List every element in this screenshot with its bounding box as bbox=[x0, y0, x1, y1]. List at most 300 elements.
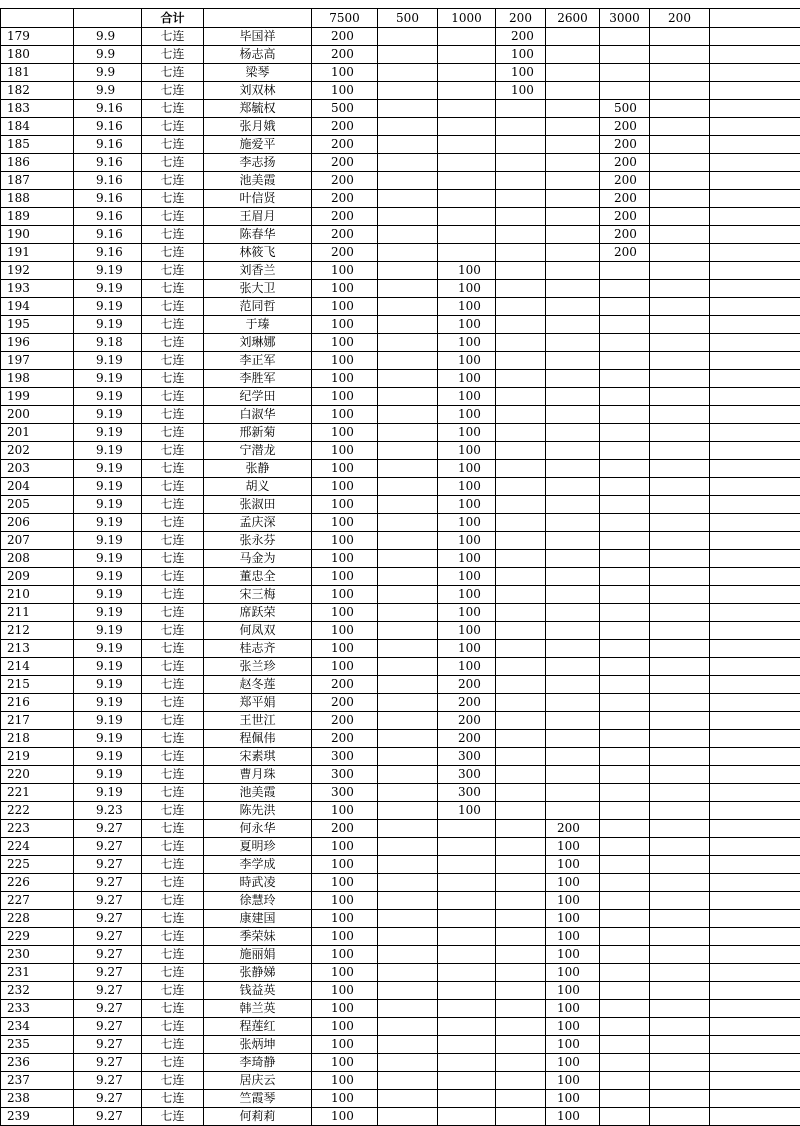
row-col-3000: 200 bbox=[600, 172, 650, 190]
table-body bbox=[1, 9, 800, 1126]
row-amount: 200 bbox=[312, 676, 378, 694]
row-name: 杨志高 bbox=[204, 46, 312, 64]
row-date: 9.19 bbox=[74, 568, 142, 586]
row-col-2600 bbox=[546, 622, 600, 640]
row-col-200b bbox=[650, 82, 710, 100]
row-col-200 bbox=[496, 838, 546, 856]
row-col-1000 bbox=[438, 910, 496, 928]
row-blank bbox=[710, 730, 800, 748]
row-amount: 300 bbox=[312, 766, 378, 784]
row-amount: 100 bbox=[312, 64, 378, 82]
row-col-200b bbox=[650, 190, 710, 208]
row-unit: 七连 bbox=[142, 532, 204, 550]
row-amount: 100 bbox=[312, 442, 378, 460]
row-unit: 七连 bbox=[142, 28, 204, 46]
row-col-200b bbox=[650, 784, 710, 802]
row-name: 何凤双 bbox=[204, 622, 312, 640]
row-col-1000: 100 bbox=[438, 622, 496, 640]
row-col-200 bbox=[496, 1018, 546, 1036]
row-name: 徐慧玲 bbox=[204, 892, 312, 910]
row-col-500 bbox=[378, 46, 438, 64]
row-col-200b bbox=[650, 370, 710, 388]
row-col-1000: 100 bbox=[438, 514, 496, 532]
row-col-500 bbox=[378, 964, 438, 982]
row-col-500 bbox=[378, 226, 438, 244]
row-col-1000 bbox=[438, 892, 496, 910]
row-col-200 bbox=[496, 640, 546, 658]
row-col-2600 bbox=[546, 28, 600, 46]
row-unit: 七连 bbox=[142, 748, 204, 766]
row-col-2600 bbox=[546, 226, 600, 244]
row-name: 张月娥 bbox=[204, 118, 312, 136]
row-name: 池美霞 bbox=[204, 172, 312, 190]
row-col-500 bbox=[378, 568, 438, 586]
table-row bbox=[1, 388, 800, 406]
row-col-200b bbox=[650, 424, 710, 442]
row-blank bbox=[710, 658, 800, 676]
row-col-1000 bbox=[438, 226, 496, 244]
row-amount: 100 bbox=[312, 1054, 378, 1072]
header-row bbox=[1, 9, 800, 28]
table-row bbox=[1, 874, 800, 892]
row-col-1000 bbox=[438, 838, 496, 856]
row-name: 何莉莉 bbox=[204, 1108, 312, 1126]
row-amount: 100 bbox=[312, 946, 378, 964]
row-name: 张炳坤 bbox=[204, 1036, 312, 1054]
row-col-3000 bbox=[600, 424, 650, 442]
table-row bbox=[1, 370, 800, 388]
row-number: 207 bbox=[1, 532, 74, 550]
row-number: 238 bbox=[1, 1090, 74, 1108]
row-col-2600 bbox=[546, 190, 600, 208]
row-col-200b bbox=[650, 406, 710, 424]
row-col-500 bbox=[378, 154, 438, 172]
header-3000: 3000 bbox=[600, 9, 650, 28]
row-col-200 bbox=[496, 298, 546, 316]
row-amount: 100 bbox=[312, 334, 378, 352]
row-col-1000: 100 bbox=[438, 586, 496, 604]
row-name: 李琦静 bbox=[204, 1054, 312, 1072]
row-name: 白淑华 bbox=[204, 406, 312, 424]
row-col-1000 bbox=[438, 190, 496, 208]
row-blank bbox=[710, 712, 800, 730]
row-amount: 100 bbox=[312, 658, 378, 676]
row-number: 195 bbox=[1, 316, 74, 334]
row-number: 239 bbox=[1, 1108, 74, 1126]
row-col-2600 bbox=[546, 118, 600, 136]
row-date: 9.27 bbox=[74, 982, 142, 1000]
row-amount: 100 bbox=[312, 496, 378, 514]
row-col-500 bbox=[378, 208, 438, 226]
row-date: 9.16 bbox=[74, 100, 142, 118]
row-col-500 bbox=[378, 1036, 438, 1054]
row-date: 9.19 bbox=[74, 460, 142, 478]
row-name: 李胜军 bbox=[204, 370, 312, 388]
row-unit: 七连 bbox=[142, 694, 204, 712]
row-col-1000: 100 bbox=[438, 406, 496, 424]
row-date: 9.19 bbox=[74, 406, 142, 424]
row-blank bbox=[710, 568, 800, 586]
row-name: 董忠全 bbox=[204, 568, 312, 586]
row-date: 9.27 bbox=[74, 892, 142, 910]
table-row bbox=[1, 784, 800, 802]
row-blank bbox=[710, 334, 800, 352]
row-col-2600 bbox=[546, 550, 600, 568]
row-col-200b bbox=[650, 532, 710, 550]
row-col-1000: 200 bbox=[438, 676, 496, 694]
row-number: 216 bbox=[1, 694, 74, 712]
table-row bbox=[1, 478, 800, 496]
row-col-1000 bbox=[438, 172, 496, 190]
row-name: 施爱平 bbox=[204, 136, 312, 154]
row-col-3000 bbox=[600, 460, 650, 478]
row-col-500 bbox=[378, 244, 438, 262]
row-col-200 bbox=[496, 460, 546, 478]
row-unit: 七连 bbox=[142, 460, 204, 478]
row-name: 韩兰英 bbox=[204, 1000, 312, 1018]
row-date: 9.16 bbox=[74, 136, 142, 154]
row-col-1000: 100 bbox=[438, 262, 496, 280]
row-col-2600: 100 bbox=[546, 1072, 600, 1090]
row-col-2600: 100 bbox=[546, 838, 600, 856]
row-col-200 bbox=[496, 406, 546, 424]
table-row bbox=[1, 496, 800, 514]
table-row bbox=[1, 1108, 800, 1126]
row-blank bbox=[710, 1072, 800, 1090]
row-date: 9.27 bbox=[74, 946, 142, 964]
table-row bbox=[1, 676, 800, 694]
row-name: 席跃荣 bbox=[204, 604, 312, 622]
row-number: 208 bbox=[1, 550, 74, 568]
row-col-200b bbox=[650, 658, 710, 676]
row-unit: 七连 bbox=[142, 1108, 204, 1126]
table-row bbox=[1, 1090, 800, 1108]
row-number: 223 bbox=[1, 820, 74, 838]
row-name: 毕国祥 bbox=[204, 28, 312, 46]
row-col-2600 bbox=[546, 316, 600, 334]
row-blank bbox=[710, 532, 800, 550]
row-amount: 200 bbox=[312, 46, 378, 64]
row-col-200b bbox=[650, 280, 710, 298]
table-row bbox=[1, 1054, 800, 1072]
row-blank bbox=[710, 460, 800, 478]
row-date: 9.19 bbox=[74, 388, 142, 406]
row-col-1000: 200 bbox=[438, 730, 496, 748]
row-col-200b bbox=[650, 460, 710, 478]
row-name: 张静 bbox=[204, 460, 312, 478]
row-col-200b bbox=[650, 1018, 710, 1036]
row-amount: 100 bbox=[312, 550, 378, 568]
row-col-200b bbox=[650, 766, 710, 784]
row-date: 9.27 bbox=[74, 874, 142, 892]
row-blank bbox=[710, 370, 800, 388]
row-unit: 七连 bbox=[142, 172, 204, 190]
row-col-3000 bbox=[600, 496, 650, 514]
row-amount: 200 bbox=[312, 226, 378, 244]
row-col-3000 bbox=[600, 262, 650, 280]
row-col-2600 bbox=[546, 586, 600, 604]
row-number: 225 bbox=[1, 856, 74, 874]
row-name: 程莲红 bbox=[204, 1018, 312, 1036]
row-blank bbox=[710, 424, 800, 442]
row-col-200 bbox=[496, 424, 546, 442]
row-col-3000 bbox=[600, 712, 650, 730]
row-date: 9.19 bbox=[74, 262, 142, 280]
row-col-200 bbox=[496, 496, 546, 514]
row-name: 程佩伟 bbox=[204, 730, 312, 748]
row-number: 237 bbox=[1, 1072, 74, 1090]
row-name: 桂志齐 bbox=[204, 640, 312, 658]
row-blank bbox=[710, 298, 800, 316]
row-col-3000 bbox=[600, 388, 650, 406]
row-col-200b bbox=[650, 208, 710, 226]
row-name: 郑平娟 bbox=[204, 694, 312, 712]
header-total-label: 合计 bbox=[142, 9, 204, 28]
row-unit: 七连 bbox=[142, 280, 204, 298]
row-number: 221 bbox=[1, 784, 74, 802]
row-col-1000 bbox=[438, 1000, 496, 1018]
row-date: 9.9 bbox=[74, 46, 142, 64]
row-col-200 bbox=[496, 172, 546, 190]
row-col-500 bbox=[378, 136, 438, 154]
row-amount: 100 bbox=[312, 640, 378, 658]
row-col-1000 bbox=[438, 1018, 496, 1036]
row-col-200b bbox=[650, 442, 710, 460]
row-name: 张大卫 bbox=[204, 280, 312, 298]
row-col-1000: 200 bbox=[438, 694, 496, 712]
row-col-500 bbox=[378, 496, 438, 514]
row-col-2600: 100 bbox=[546, 910, 600, 928]
row-amount: 100 bbox=[312, 892, 378, 910]
row-date: 9.27 bbox=[74, 1018, 142, 1036]
row-name: 李志扬 bbox=[204, 154, 312, 172]
row-blank bbox=[710, 838, 800, 856]
row-col-2600: 100 bbox=[546, 928, 600, 946]
row-number: 189 bbox=[1, 208, 74, 226]
row-col-2600 bbox=[546, 334, 600, 352]
row-blank bbox=[710, 514, 800, 532]
row-blank bbox=[710, 676, 800, 694]
row-col-500 bbox=[378, 172, 438, 190]
row-col-2600: 200 bbox=[546, 820, 600, 838]
row-col-2600 bbox=[546, 244, 600, 262]
row-amount: 100 bbox=[312, 982, 378, 1000]
row-number: 196 bbox=[1, 334, 74, 352]
row-col-2600 bbox=[546, 406, 600, 424]
row-col-500 bbox=[378, 298, 438, 316]
row-col-500 bbox=[378, 640, 438, 658]
row-date: 9.27 bbox=[74, 1090, 142, 1108]
row-col-1000: 100 bbox=[438, 568, 496, 586]
row-unit: 七连 bbox=[142, 550, 204, 568]
row-name: 宁潜龙 bbox=[204, 442, 312, 460]
row-col-1000: 300 bbox=[438, 748, 496, 766]
row-col-200b bbox=[650, 136, 710, 154]
table-row bbox=[1, 910, 800, 928]
row-amount: 300 bbox=[312, 748, 378, 766]
row-unit: 七连 bbox=[142, 370, 204, 388]
row-amount: 100 bbox=[312, 1018, 378, 1036]
row-number: 234 bbox=[1, 1018, 74, 1036]
row-name: 何永华 bbox=[204, 820, 312, 838]
row-col-1000: 100 bbox=[438, 802, 496, 820]
row-amount: 100 bbox=[312, 1108, 378, 1126]
row-col-1000: 100 bbox=[438, 370, 496, 388]
row-name: 王眉月 bbox=[204, 208, 312, 226]
row-col-200b bbox=[650, 622, 710, 640]
row-col-200b bbox=[650, 226, 710, 244]
row-col-1000: 100 bbox=[438, 316, 496, 334]
row-date: 9.16 bbox=[74, 190, 142, 208]
row-col-1000: 100 bbox=[438, 460, 496, 478]
row-number: 231 bbox=[1, 964, 74, 982]
row-blank bbox=[710, 928, 800, 946]
row-col-200 bbox=[496, 694, 546, 712]
row-col-500 bbox=[378, 874, 438, 892]
row-date: 9.19 bbox=[74, 316, 142, 334]
row-col-200b bbox=[650, 874, 710, 892]
row-col-2600: 100 bbox=[546, 1018, 600, 1036]
row-unit: 七连 bbox=[142, 226, 204, 244]
row-blank bbox=[710, 136, 800, 154]
table-row bbox=[1, 730, 800, 748]
row-amount: 100 bbox=[312, 532, 378, 550]
table-row bbox=[1, 28, 800, 46]
row-unit: 七连 bbox=[142, 118, 204, 136]
row-col-1000 bbox=[438, 1054, 496, 1072]
row-col-200b bbox=[650, 1108, 710, 1126]
table-row bbox=[1, 766, 800, 784]
row-date: 9.27 bbox=[74, 928, 142, 946]
row-amount: 100 bbox=[312, 478, 378, 496]
row-unit: 七连 bbox=[142, 838, 204, 856]
row-amount: 100 bbox=[312, 262, 378, 280]
row-amount: 100 bbox=[312, 1072, 378, 1090]
row-col-200b bbox=[650, 352, 710, 370]
row-col-200 bbox=[496, 802, 546, 820]
row-col-200: 100 bbox=[496, 82, 546, 100]
row-date: 9.19 bbox=[74, 532, 142, 550]
row-amount: 100 bbox=[312, 82, 378, 100]
row-unit: 七连 bbox=[142, 604, 204, 622]
row-col-1000 bbox=[438, 28, 496, 46]
row-col-500 bbox=[378, 316, 438, 334]
row-col-200b bbox=[650, 856, 710, 874]
row-col-500 bbox=[378, 1108, 438, 1126]
row-col-2600: 100 bbox=[546, 1090, 600, 1108]
row-col-2600 bbox=[546, 82, 600, 100]
row-col-200b bbox=[650, 568, 710, 586]
row-unit: 七连 bbox=[142, 352, 204, 370]
row-col-200b bbox=[650, 154, 710, 172]
row-col-2600: 100 bbox=[546, 874, 600, 892]
row-col-500 bbox=[378, 64, 438, 82]
row-col-200b bbox=[650, 244, 710, 262]
row-col-500 bbox=[378, 334, 438, 352]
row-col-200: 200 bbox=[496, 28, 546, 46]
row-col-200 bbox=[496, 244, 546, 262]
row-blank bbox=[710, 874, 800, 892]
row-amount: 200 bbox=[312, 730, 378, 748]
table-row bbox=[1, 154, 800, 172]
row-number: 198 bbox=[1, 370, 74, 388]
row-blank bbox=[710, 1090, 800, 1108]
row-number: 199 bbox=[1, 388, 74, 406]
row-col-1000: 100 bbox=[438, 334, 496, 352]
row-number: 220 bbox=[1, 766, 74, 784]
row-amount: 100 bbox=[312, 586, 378, 604]
header-200b: 200 bbox=[650, 9, 710, 28]
row-amount: 200 bbox=[312, 154, 378, 172]
row-date: 9.27 bbox=[74, 1054, 142, 1072]
row-col-200b bbox=[650, 946, 710, 964]
row-col-2600: 100 bbox=[546, 982, 600, 1000]
row-amount: 100 bbox=[312, 604, 378, 622]
table-row bbox=[1, 1000, 800, 1018]
row-amount: 200 bbox=[312, 244, 378, 262]
row-amount: 200 bbox=[312, 136, 378, 154]
row-name: 居庆云 bbox=[204, 1072, 312, 1090]
row-name: 施丽娟 bbox=[204, 946, 312, 964]
row-amount: 100 bbox=[312, 910, 378, 928]
row-amount: 200 bbox=[312, 190, 378, 208]
row-col-200b bbox=[650, 316, 710, 334]
row-number: 235 bbox=[1, 1036, 74, 1054]
row-col-1000 bbox=[438, 244, 496, 262]
row-col-2600 bbox=[546, 424, 600, 442]
row-col-500 bbox=[378, 622, 438, 640]
row-unit: 七连 bbox=[142, 64, 204, 82]
row-blank bbox=[710, 28, 800, 46]
row-date: 9.19 bbox=[74, 676, 142, 694]
row-name: 孟庆深 bbox=[204, 514, 312, 532]
row-col-200 bbox=[496, 856, 546, 874]
row-col-200 bbox=[496, 262, 546, 280]
row-name: 池美霞 bbox=[204, 784, 312, 802]
row-col-200 bbox=[496, 316, 546, 334]
row-col-3000: 200 bbox=[600, 208, 650, 226]
row-unit: 七连 bbox=[142, 892, 204, 910]
row-blank bbox=[710, 316, 800, 334]
row-unit: 七连 bbox=[142, 964, 204, 982]
row-date: 9.23 bbox=[74, 802, 142, 820]
row-blank bbox=[710, 892, 800, 910]
row-name: 范同哲 bbox=[204, 298, 312, 316]
row-col-200b bbox=[650, 1072, 710, 1090]
row-date: 9.19 bbox=[74, 442, 142, 460]
table-row bbox=[1, 532, 800, 550]
row-col-200 bbox=[496, 118, 546, 136]
row-blank bbox=[710, 694, 800, 712]
row-amount: 100 bbox=[312, 856, 378, 874]
row-col-2600 bbox=[546, 676, 600, 694]
row-col-3000 bbox=[600, 856, 650, 874]
row-col-500 bbox=[378, 1054, 438, 1072]
table-row bbox=[1, 640, 800, 658]
row-col-3000 bbox=[600, 532, 650, 550]
row-col-200b bbox=[650, 712, 710, 730]
row-amount: 100 bbox=[312, 802, 378, 820]
row-col-200 bbox=[496, 100, 546, 118]
row-col-3000 bbox=[600, 622, 650, 640]
row-unit: 七连 bbox=[142, 766, 204, 784]
row-amount: 100 bbox=[312, 388, 378, 406]
row-col-1000: 100 bbox=[438, 532, 496, 550]
row-number: 191 bbox=[1, 244, 74, 262]
row-unit: 七连 bbox=[142, 784, 204, 802]
row-col-3000 bbox=[600, 910, 650, 928]
row-col-500 bbox=[378, 820, 438, 838]
